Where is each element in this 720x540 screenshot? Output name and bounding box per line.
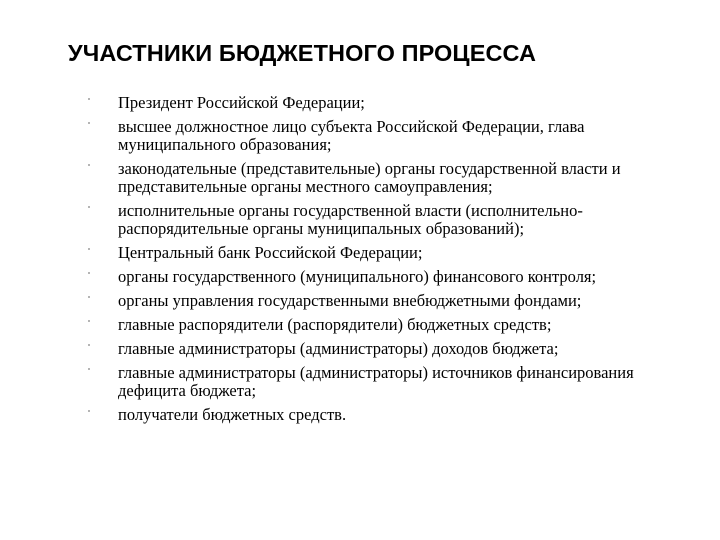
bullet-marker xyxy=(88,344,90,346)
list-item xyxy=(0,364,720,400)
list-item xyxy=(0,268,720,286)
slide-title: УЧАСТНИКИ БЮДЖЕТНОГО ПРОЦЕССА xyxy=(68,40,537,66)
list-item xyxy=(0,94,720,112)
participants-list xyxy=(0,94,720,430)
list-item-text: получатели бюджетных средств. xyxy=(118,405,347,424)
list-item-text: исполнительные органы государственной власти (исполнительно-распорядительные органы муниципальных образований); xyxy=(118,201,583,238)
bullet-marker xyxy=(88,410,90,412)
bullet-marker xyxy=(88,368,90,370)
list-item-text: главные администраторы (администраторы) источников финансирования дефицита бюджета; xyxy=(118,363,634,400)
list-item-text: главные распорядители (распорядители) бюджетных средств; xyxy=(118,315,552,334)
bullet-marker xyxy=(88,122,90,124)
list-item xyxy=(0,406,720,424)
list-item xyxy=(0,316,720,334)
list-item xyxy=(0,160,720,196)
list-item-text: законодательные (представительные) органы государственной власти и представительные органы местного самоуправления; xyxy=(118,159,621,196)
list-item xyxy=(0,340,720,358)
list-item xyxy=(0,244,720,262)
bullet-marker xyxy=(88,164,90,166)
list-item-text: главные администраторы (администраторы) доходов бюджета; xyxy=(118,339,559,358)
bullet-marker xyxy=(88,296,90,298)
bullet-marker xyxy=(88,248,90,250)
bullet-marker xyxy=(88,320,90,322)
bullet-marker xyxy=(88,272,90,274)
list-item-text: Центральный банк Российской Федерации; xyxy=(118,243,423,262)
list-item-text: органы управления государственными внебюджетными фондами; xyxy=(118,291,582,310)
list-item-text: органы государственного (муниципального) финансового контроля; xyxy=(118,267,597,286)
list-item xyxy=(0,118,720,154)
list-item-text: Президент Российской Федерации; xyxy=(118,93,365,112)
bullet-marker xyxy=(88,206,90,208)
list-item-text: высшее должностное лицо субъекта Российской Федерации, глава муниципального образования; xyxy=(118,117,585,154)
bullet-marker xyxy=(88,98,90,100)
list-item xyxy=(0,202,720,238)
list-item xyxy=(0,292,720,310)
